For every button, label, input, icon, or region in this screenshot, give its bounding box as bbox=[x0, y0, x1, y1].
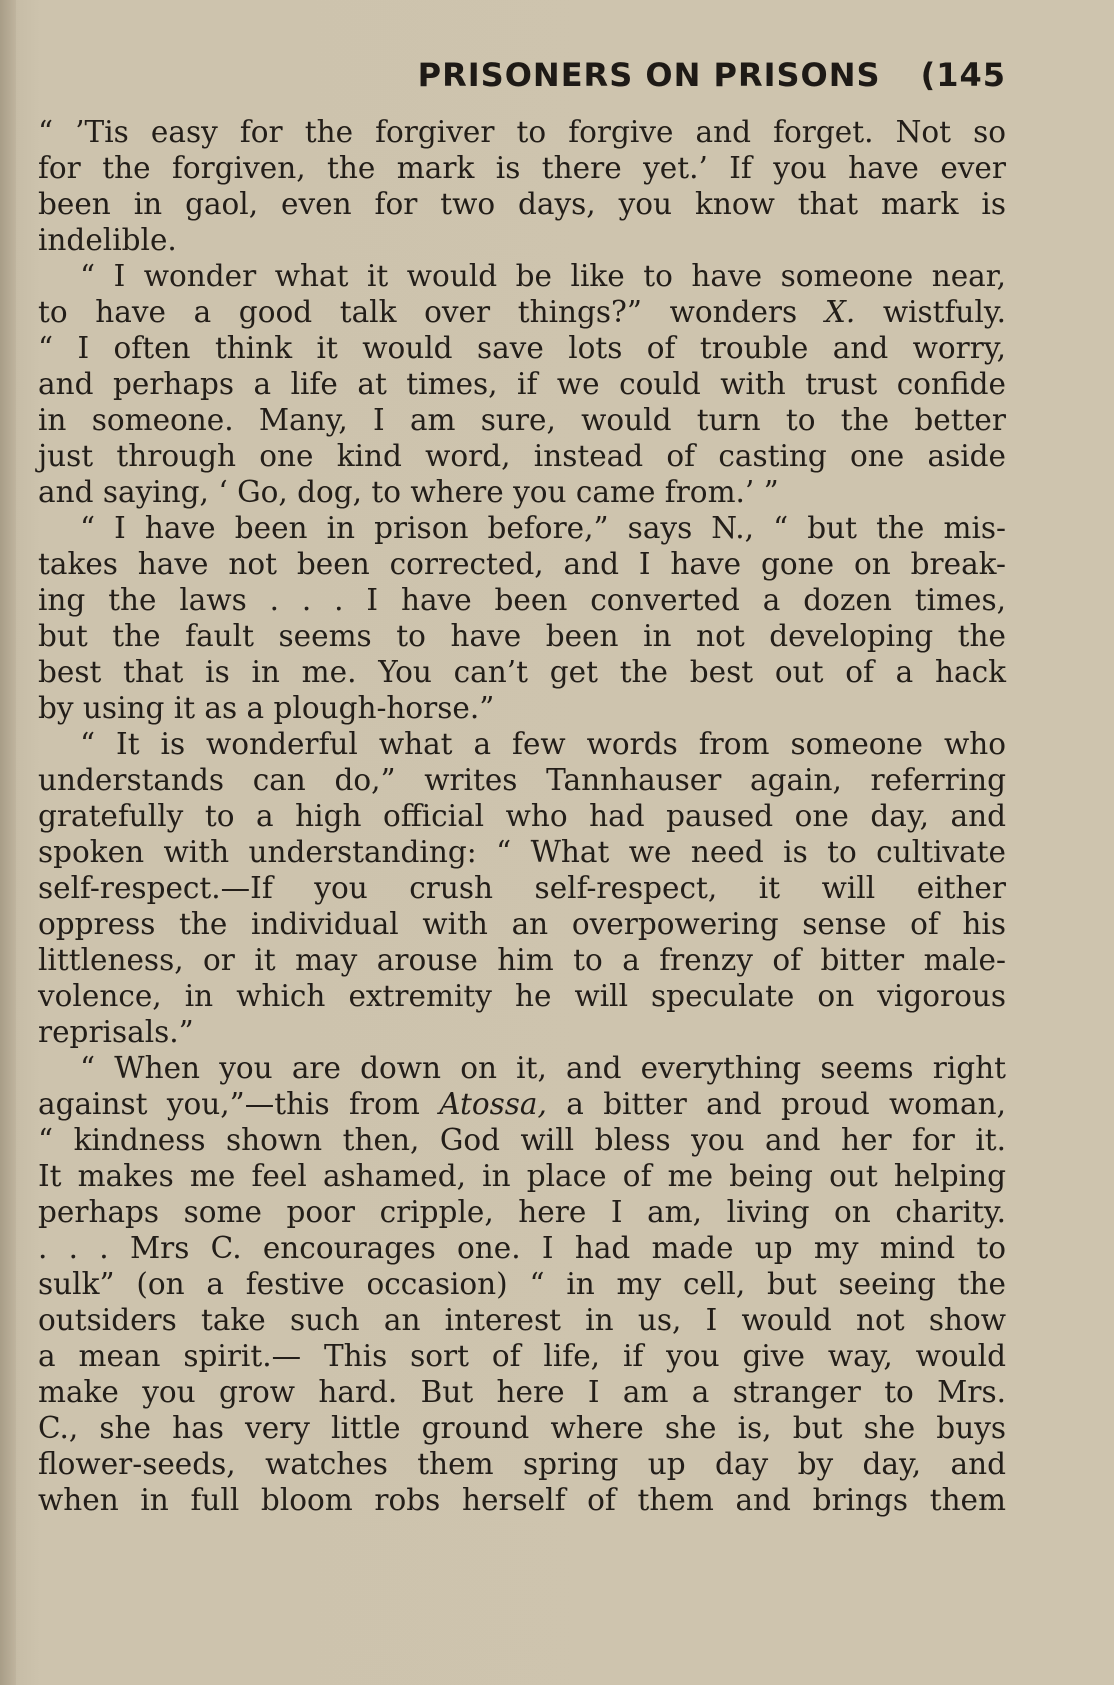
text-line: when in full bloom robs herself of them and brings them bbox=[38, 1483, 1006, 1517]
text-line: in someone. Many, I am sure, would turn to the better bbox=[38, 403, 1006, 437]
text-line: been in gaol, even for two days, you know that mark is bbox=[38, 187, 1006, 221]
text-line: ing the laws . . . I have been converted a dozen times, bbox=[38, 583, 1006, 617]
text-line: It makes me feel ashamed, in place of me being out helping bbox=[38, 1159, 1006, 1193]
body-text bbox=[38, 114, 1006, 1518]
text-line: but the fault seems to have been in not developing the bbox=[38, 619, 1006, 653]
text-line: “ kindness shown then, God will bless you and her for it. bbox=[38, 1123, 1006, 1157]
text-line: to have a good talk over things?” wonders X. wistfuly. bbox=[38, 295, 1006, 329]
text-line: make you grow hard. But here I am a stranger to Mrs. bbox=[38, 1375, 1006, 1409]
text-line: “ I wonder what it would be like to have someone near, bbox=[80, 259, 1006, 293]
text-line: “ When you are down on it, and everything seems right bbox=[80, 1051, 1006, 1085]
text-line: understands can do,” writes Tannhauser again, referring bbox=[38, 763, 1006, 797]
text-line: oppress the individual with an overpowering sense of his bbox=[38, 907, 1006, 941]
text-line: volence, in which extremity he will speculate on vigorous bbox=[38, 979, 1006, 1013]
text-line: by using it as a plough-horse.” bbox=[38, 691, 495, 725]
text-line: takes have not been corrected, and I have gone on break- bbox=[38, 547, 1006, 581]
text-line: “ It is wonderful what a few words from someone who bbox=[80, 727, 1006, 761]
text-line: flower-seeds, watches them spring up day by day, and bbox=[38, 1447, 1006, 1481]
page-gutter bbox=[0, 0, 16, 1685]
text-line: . . . Mrs C. encourages one. I had made up my mind to bbox=[38, 1231, 1006, 1265]
running-header bbox=[418, 56, 1006, 94]
text-line: against you,”—this from Atossa, a bitter and proud woman, bbox=[38, 1087, 1006, 1121]
text-line: “ I have been in prison before,” says N., “ but the mis- bbox=[80, 511, 1006, 545]
text-line: “ ’Tis easy for the forgiver to forgive and forget. Not so bbox=[38, 115, 1006, 149]
text-line: sulk” (on a festive occasion) “ in my cell, but seeing the bbox=[38, 1267, 1006, 1301]
text-line: outsiders take such an interest in us, I would not show bbox=[38, 1303, 1006, 1337]
text-line: gratefully to a high official who had paused one day, and bbox=[38, 799, 1006, 833]
text-line: a mean spirit.— This sort of life, if you give way, would bbox=[38, 1339, 1006, 1373]
page-number: (145 bbox=[920, 56, 1006, 94]
text-line: and saying, ‘ Go, dog, to where you came from.’ ” bbox=[38, 475, 779, 509]
running-title: PRISONERS ON PRISONS bbox=[417, 56, 881, 94]
text-line: indelible. bbox=[38, 223, 177, 257]
text-line: self-respect.—If you crush self-respect, it will either bbox=[38, 871, 1006, 905]
text-line: “ I often think it would save lots of trouble and worry, bbox=[38, 331, 1006, 365]
text-line: reprisals.” bbox=[38, 1015, 194, 1049]
text-line: for the forgiven, the mark is there yet.’ If you have ever bbox=[38, 151, 1006, 185]
text-line: C., she has very little ground where she is, but she buys bbox=[38, 1411, 1006, 1445]
text-line: littleness, or it may arouse him to a frenzy of bitter male- bbox=[38, 943, 1006, 977]
text-line: spoken with understanding: “ What we need is to cultivate bbox=[38, 835, 1006, 869]
text-line: just through one kind word, instead of casting one aside bbox=[38, 439, 1006, 473]
text-line: perhaps some poor cripple, here I am, living on charity. bbox=[38, 1195, 1006, 1229]
text-line: best that is in me. You can’t get the best out of a hack bbox=[38, 655, 1006, 689]
text-line: and perhaps a life at times, if we could with trust confide bbox=[38, 367, 1006, 401]
